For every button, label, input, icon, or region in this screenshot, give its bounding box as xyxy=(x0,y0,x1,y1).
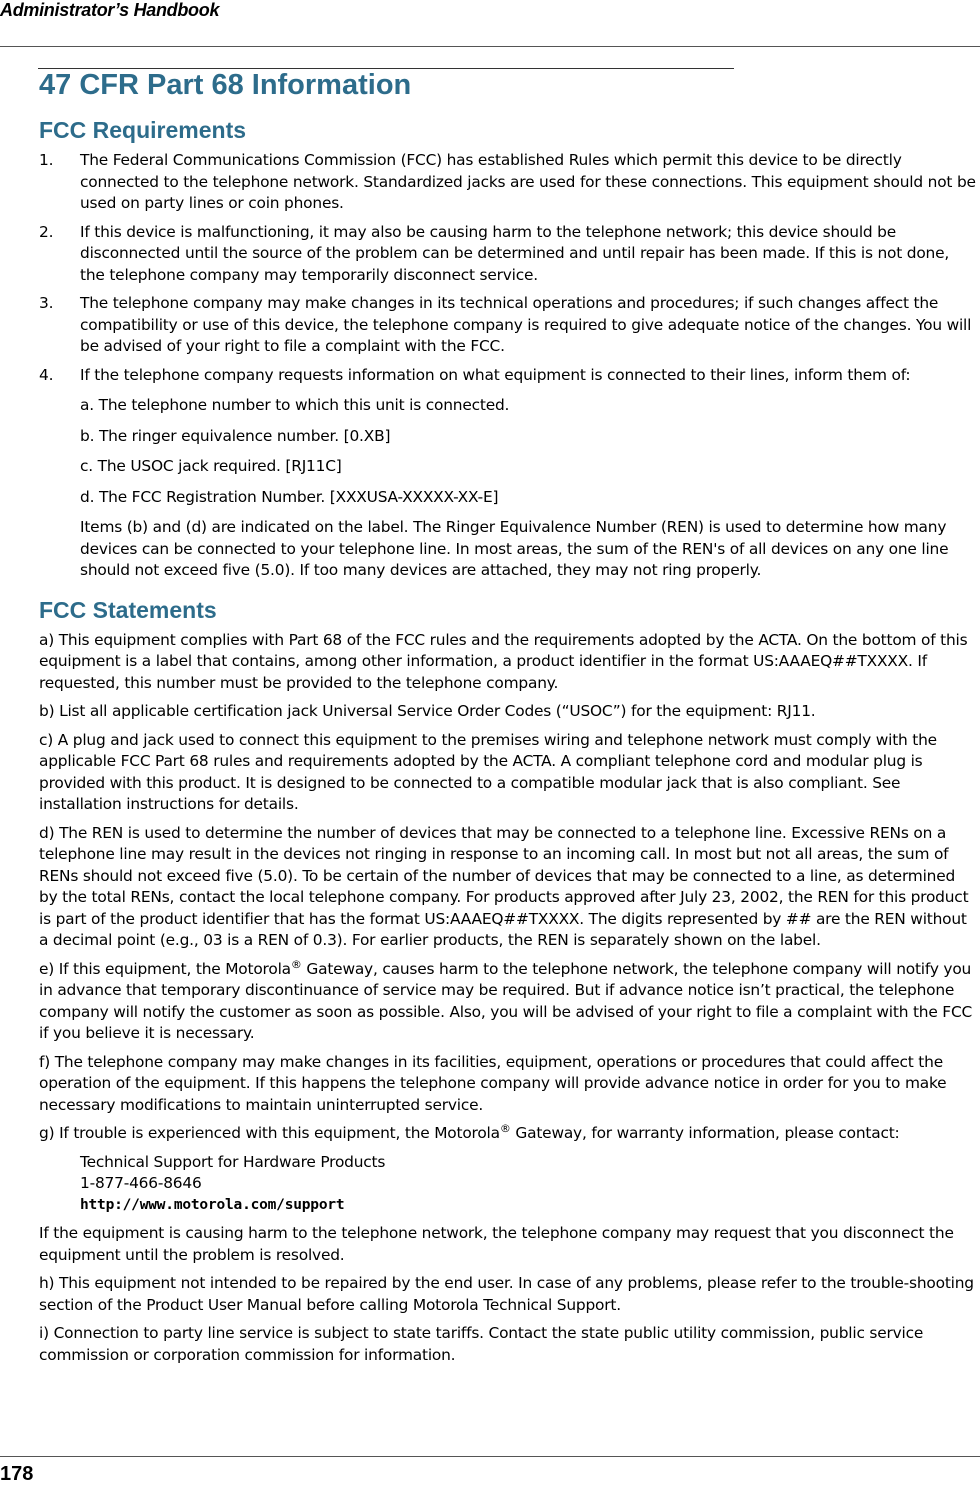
item-number: 3. xyxy=(39,294,54,312)
statement-e xyxy=(39,959,978,1045)
sub-item: a. The telephone number to which this unit is connected. xyxy=(80,396,510,414)
running-header: Administrator’s Handbook xyxy=(0,0,220,20)
support-name: Technical Support for Hardware Products xyxy=(80,1152,386,1171)
item-text: The Federal Communications Commission (FCC) has established Rules which permit this device to be directly connected to the telephone network. Standardized jacks are used for these connections. This equipment should not be used on party lines or coin phones. xyxy=(80,151,976,212)
item-number: 1. xyxy=(39,151,54,169)
statement-g-lead: g) If trouble is experienced with this equipment, the Motorola xyxy=(39,1124,500,1142)
statement-i: i) Connection to party line service is subject to state tariffs. Contact the state public utility commission, public service commission or corporation commission for information. xyxy=(39,1324,924,1364)
support-contact xyxy=(39,1152,978,1217)
item-text: The telephone company may make changes in its technical operations and procedures; if such changes affect the compatibility or use of this device, the telephone company is required to give adequate notice of the changes. You will be advised of your right to file a complaint with the FCC. xyxy=(80,294,972,355)
header-rule xyxy=(0,46,980,47)
statement-g-rest: Gateway, for warranty information, please contact: xyxy=(510,1124,900,1142)
section-heading-statements: FCC Statements xyxy=(39,596,217,623)
requirements-note: Items (b) and (d) are indicated on the label. The Ringer Equivalence Number (REN) is used to determine how many devices can be connected to your telephone line. In most areas, the sum of the REN's of all devices on any one line should not exceed five (5.0). If too many devices are attached, they may not ring properly. xyxy=(80,518,949,579)
page-content xyxy=(39,66,978,1373)
item-text: If the telephone company requests information on what equipment is connected to their lines, inform them of: xyxy=(80,365,911,384)
statement-h: h) This equipment not intended to be repaired by the end user. In case of any problems, please refer to the trouble-shooting section of the Product User Manual before calling Motorola Technical Support. xyxy=(39,1274,974,1314)
statement-e-rest: Gateway, causes harm to the telephone network, the telephone company will notify you in advance that temporary discontinuance of service may be required. But if advance notice isn’t practical, the telephone company will notify the customer as soon as possible. Also, you will be advised of your right to file a complaint with the FCC if you believe it is necessary. xyxy=(39,959,973,1042)
registered-mark: ® xyxy=(499,1121,511,1135)
statement-a: a) This equipment complies with Part 68 of the FCC rules and the requirements adopted by the ACTA. On the bottom of this equipment is a label that contains, among other information, a product identifier in the format US:AAAEQ##TXXXX. If requested, this number must be provided to the telephone company. xyxy=(39,630,968,692)
requirement-item xyxy=(39,150,978,215)
requirement-item xyxy=(39,293,978,358)
statement-g-note: If the equipment is causing harm to the telephone network, the telephone company may request that you disconnect the equipment until the problem is resolved. xyxy=(39,1224,954,1264)
statement-g xyxy=(39,1123,978,1145)
sub-item: c. The USOC jack required. [RJ11C] xyxy=(80,457,342,475)
page-number: 178 xyxy=(0,1463,34,1485)
requirement-item xyxy=(39,365,978,387)
registered-mark: ® xyxy=(290,957,302,971)
sub-item: d. The FCC Registration Number. [XXXUSA-XXXXX-XX-E] xyxy=(80,487,499,506)
requirement-item xyxy=(39,222,978,287)
statement-c: c) A plug and jack used to connect this equipment to the premises wiring and telephone network must comply with the applicable FCC Part 68 rules and requirements adopted by the ACTA. A compliant telephone cord and modular plug is provided with this product. It is designed to be connected to a compatible modular jack that is also compliant. See installation instructions for details. xyxy=(39,730,937,813)
section-heading-requirements: FCC Requirements xyxy=(39,117,247,143)
statement-b: b) List all applicable certification jack Universal Service Order Codes (“USOC”) for the equipment: RJ11. xyxy=(39,702,816,720)
item-text: If this device is malfunctioning, it may also be causing harm to the telephone network; this device should be disconnected until the source of the problem can be determined and until repair has been made. If this is not done, the telephone company may temporarily disconnect service. xyxy=(80,222,950,284)
item-number: 4. xyxy=(39,365,54,384)
statement-d: d) The REN is used to determine the number of devices that may be connected to a telephone line. Excessive RENs on a telephone line may result in the devices not ringing in response to an incoming call. In most but not all areas, the sum of RENs should not exceed five (5.0). To be certain of the number of devices that may be connected to a line, as determined by the total RENs, contact the local telephone company. For products approved after July 23, 2002, the REN for this product is part of the product identifier that has the format US:AAAEQ##TXXXX. The digits represented by ## are the REN without a decimal point (e.g., 03 is a REN of 0.3). For earlier products, the REN is separately shown on the label. xyxy=(39,823,969,949)
support-url-link[interactable]: http://www.motorola.com/support xyxy=(80,1196,345,1213)
statement-e-lead: e) If this equipment, the Motorola xyxy=(39,959,291,978)
footer-rule xyxy=(0,1456,980,1457)
item-number: 2. xyxy=(39,222,54,241)
sub-item: b. The ringer equivalence number. [0.XB] xyxy=(80,426,391,445)
support-phone: 1-877-466-8646 xyxy=(80,1174,202,1192)
page-title: 47 CFR Part 68 Information xyxy=(39,69,412,101)
statement-f: f) The telephone company may make changes in its facilities, equipment, operations or procedures that could affect the operation of the equipment. If this happens the telephone company will provide advance notice in order for you to make necessary modifications to maintain uninterrupted service. xyxy=(39,1052,947,1114)
